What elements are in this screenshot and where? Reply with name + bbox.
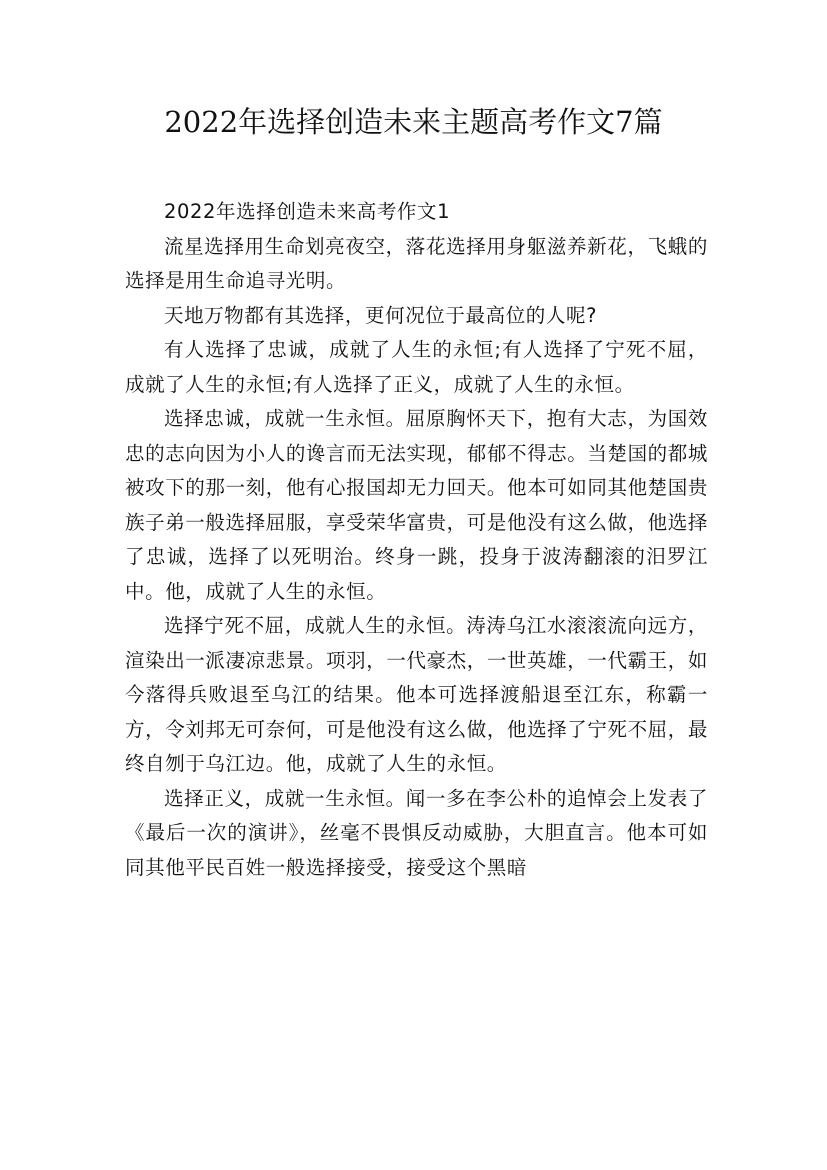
paragraph: 选择正义，成就一生永恒。闻一多在李公朴的追悼会上发表了《最后一次的演讲》，丝毫不畏惧反动威胁，大胆直言。他本可如同其他平民百姓一般选择接受，接受这个黑暗 (125, 786, 708, 879)
article-heading: 2022年选择创造未来高考作文1 (164, 200, 451, 223)
paragraph: 天地万物都有其选择，更何况位于最高位的人呢? (164, 303, 598, 327)
paragraph: 流星选择用生命划亮夜空，落花选择用身躯滋养新花，飞蛾的选择是用生命追寻光明。 (125, 234, 708, 292)
paragraph: 有人选择了忠诚，成就了人生的永恒;有人选择了宁死不屈，成就了人生的永恒;有人选择了正义，成就了人生的永恒。 (125, 338, 708, 396)
paragraph: 选择忠诚，成就一生永恒。屈原胸怀天下，抱有大志，为国效忠的志向因为小人的谗言而无法实现，郁郁不得志。当楚国的都城被攻下的那一刻，他有心报国却无力回天。他本可如同其他楚国贵族子弟一般选择屈服，享受荣华富贵，可是他没有这么做，他选择了忠诚，选择了以死明治。终身一跳，投身于波涛翻滚的汨罗江中。他，成就了人生的永恒。 (125, 407, 708, 603)
paragraph: 选择宁死不屈，成就人生的永恒。涛涛乌江水滚滚流向远方，渲染出一派凄凉悲景。项羽，一代豪杰，一世英雄，一代霸王，如今落得兵败退至乌江的结果。他本可选择渡船退至江东，称霸一方，令刘邦无可奈何，可是他没有这么做，他选择了宁死不屈，最终自刎于乌江边。他，成就了人生的永恒。 (125, 614, 708, 775)
document-title: 2022年选择创造未来主题高考作文7篇 (164, 105, 663, 139)
document-body (125, 195, 708, 885)
